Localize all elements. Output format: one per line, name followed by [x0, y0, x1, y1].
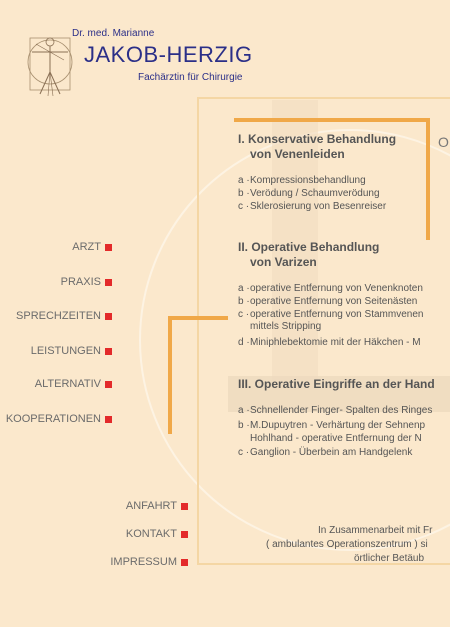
- nav-label: KOOPERATIONEN: [5, 413, 101, 425]
- item-letter: a ·: [238, 283, 250, 294]
- section-title-cont: von Varizen: [250, 255, 317, 269]
- nav-link-kooperationen[interactable]: [6, 413, 112, 425]
- section-title: I. Konservative Behandlung: [238, 132, 397, 146]
- nav-link-arzt[interactable]: [72, 241, 112, 253]
- section-title: II. Operative Behandlung: [238, 240, 380, 254]
- item-text: operative Entfernung von Seitenästen: [250, 296, 418, 307]
- item-letter: a ·: [238, 175, 250, 186]
- nav-bullet-icon: [105, 244, 112, 251]
- section-title-cont: von Venenleiden: [250, 147, 345, 161]
- item-letter: c ·: [238, 201, 250, 212]
- list-item: [238, 188, 380, 200]
- nav-bullet-icon: [105, 313, 112, 320]
- list-item: [238, 201, 386, 213]
- nav-link-praxis[interactable]: [61, 276, 112, 288]
- nav-label: LEISTUNGEN: [30, 345, 101, 357]
- list-item-cont: mittels Stripping: [250, 321, 322, 332]
- nav-link-leistungen[interactable]: [31, 345, 112, 357]
- nav-label: KONTAKT: [125, 528, 177, 540]
- nav-link-kontakt[interactable]: [126, 528, 188, 540]
- footer-note-line: ( ambulantes Operationszentrum ) si: [266, 539, 428, 550]
- doctor-specialty: Fachärztin für Chirurgie: [138, 72, 243, 83]
- footer-note-line: örtlicher Betäub: [354, 553, 425, 564]
- item-letter: c ·: [238, 309, 250, 320]
- list-item: [238, 309, 423, 321]
- content-frame: [198, 98, 450, 564]
- doctor-prefix: Dr. med. Marianne: [72, 28, 155, 39]
- item-text: Verödung / Schaumverödung: [250, 188, 380, 199]
- side-label: O: [438, 134, 449, 150]
- nav-label: SPRECHZEITEN: [16, 310, 101, 322]
- item-text: Schnellender Finger- Spalten des Ringes: [250, 405, 433, 416]
- item-text: Kompressionsbehandlung: [250, 175, 366, 186]
- nav-label: ALTERNATIV: [34, 378, 101, 390]
- list-item: [238, 283, 423, 295]
- item-letter: a ·: [238, 405, 250, 416]
- nav-bullet-icon: [105, 416, 112, 423]
- list-item: [238, 405, 432, 417]
- nav-link-alternativ[interactable]: [35, 378, 112, 390]
- nav-link-impressum[interactable]: [110, 556, 188, 568]
- nav-bullet-icon: [181, 503, 188, 510]
- nav-label: PRAXIS: [60, 276, 101, 288]
- nav-label: IMPRESSUM: [110, 556, 177, 568]
- doctor-name: JAKOB-HERZIG: [84, 42, 253, 67]
- nav-bullet-icon: [181, 531, 188, 538]
- vitruvian-logo-icon: [26, 20, 74, 104]
- nav-link-sprechzeiten[interactable]: [16, 310, 112, 322]
- nav-label: ANFAHRT: [125, 500, 177, 512]
- item-letter: c ·: [238, 447, 250, 458]
- list-item: [238, 337, 421, 349]
- nav-bullet-icon: [105, 381, 112, 388]
- list-item: [238, 296, 417, 308]
- section-title: III. Operative Eingriffe an der Hand: [238, 377, 435, 391]
- item-letter: b ·: [238, 420, 250, 431]
- nav-bullet-icon: [105, 279, 112, 286]
- nav-bullet-icon: [181, 559, 188, 566]
- footer-note-line: In Zusammenarbeit mit Fr: [318, 525, 433, 536]
- item-text: operative Entfernung von Stammvenen: [250, 309, 424, 320]
- item-letter: b ·: [238, 296, 250, 307]
- item-text: Sklerosierung von Besenreiser: [250, 201, 387, 212]
- item-text: Ganglion - Überbein am Handgelenk: [250, 447, 413, 458]
- item-letter: d ·: [238, 337, 250, 348]
- nav-link-anfahrt[interactable]: [126, 500, 188, 512]
- list-item: [238, 447, 412, 459]
- list-item-cont: Hohlhand - operative Entfernung der N: [250, 433, 422, 444]
- nav-label: ARZT: [72, 241, 101, 253]
- list-item: [238, 175, 366, 187]
- item-letter: b ·: [238, 188, 250, 199]
- item-text: operative Entfernung von Venenknoten: [250, 283, 423, 294]
- item-text: M.Dupuytren - Verhärtung der Sehnenp: [250, 420, 426, 431]
- item-text: Miniphlebektomie mit der Häkchen - M: [250, 337, 421, 348]
- list-item: [238, 420, 425, 432]
- nav-bullet-icon: [105, 348, 112, 355]
